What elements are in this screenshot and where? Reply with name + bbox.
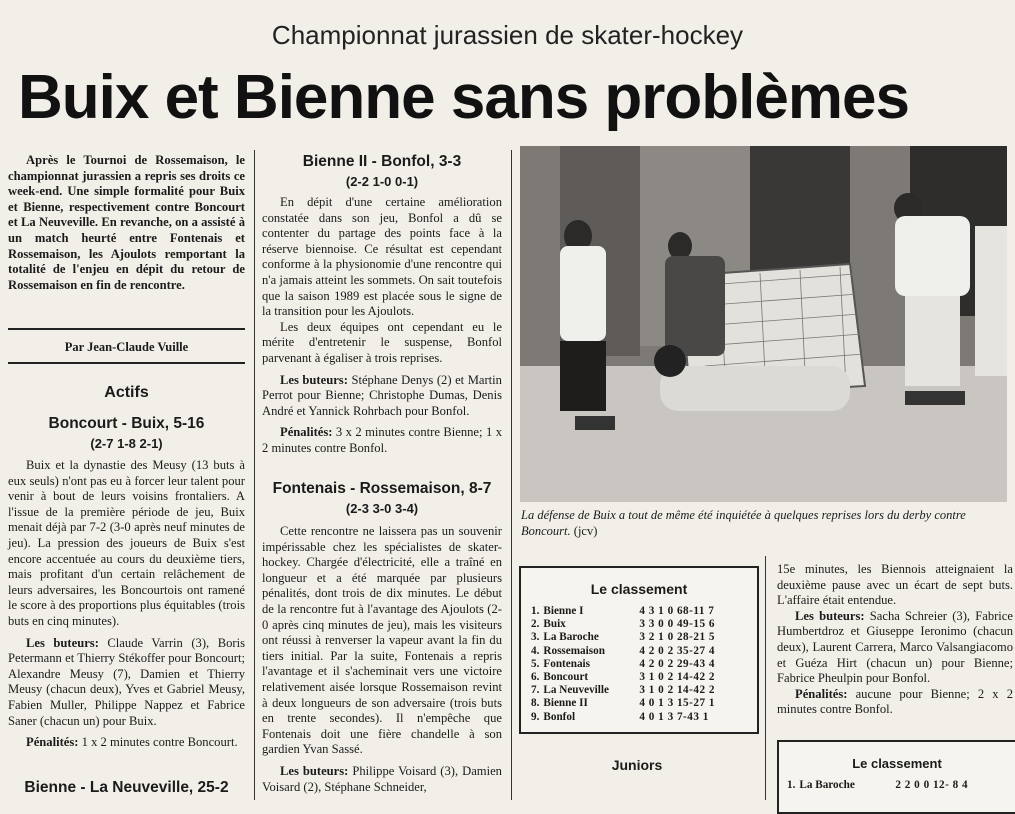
scorers-label: Les buteurs:	[280, 372, 348, 387]
standings-rank: 8.	[531, 697, 540, 710]
report-body: En dépit d'une certaine amélioration constatée dans son jeu, Bonfol a dû se contenter du partage des points face à la réserve biennoise. Ce résultat est cependant conforme à la physionomie d'une rencontre qui n'a jamais atteint les sommets. On sait toutefois que la saison 1989 est placée sous le signe de la transition pour les Ajoulots.	[262, 195, 502, 319]
byline: Par Jean-Claude Vuille	[64, 340, 189, 354]
report-body: Cette rencontre ne laissera pas un souvenir impérissable chez les spécialistes de skater-hockey. Chargée d'électricité, elle a traîné en longueur et a été marquée par plusieurs pénalités, dont trois de dix minutes. Le début de la rencontre fut à l'avantage des Ajoulots (2-0 après cinq minutes de jeu), mais les visiteurs ont réussi à renverser la vapeur avant la fin du tiers initial. Par la suite, Fontenais a repris l'avantage et il s'acheminait vers une victoire relativement aisée lorsque Rossemaison revint à deux longueurs de son adversaire (trois buts en trente secondes). Il n'empêche que Fontenais doit une fière chandelle à son gardien Yvan Sassé.	[262, 524, 502, 757]
standings-rank: 1.	[531, 605, 540, 617]
standings-stats: 3 1 0 2 14-42 2	[639, 671, 715, 684]
caption-credit: (jcv)	[573, 523, 598, 538]
standings-stats: 2 2 0 0 12- 8 4	[895, 779, 969, 791]
penalties-label: Pénalités:	[280, 425, 333, 440]
lead-paragraph	[8, 153, 245, 293]
standings-team: Bonfol	[543, 710, 576, 723]
standings-row	[529, 697, 717, 710]
scorers-text: Claude Varrin (3), Boris Petermann et Thierry Stékoffer pour Boncourt; Alexandre Meusy (7), Damien et Thierry Meusy (chacun deux), Yves et Gabriel Meusy, Fabien Muller, Philippe Nappez et Fabrice Saner (chacun un) pour Buix.	[8, 635, 245, 728]
standings-row	[529, 631, 717, 644]
standings-team: Fontenais	[543, 657, 591, 670]
headline: Buix et Bienne sans problèmes	[18, 63, 909, 132]
column-rule	[254, 150, 255, 800]
column-rule	[511, 150, 512, 800]
lead-text: Après le Tournoi de Rossemaison, le championnat jurassien a repris ses droits ce week-end. Une simple formalité pour Buix et Bienne, respectivement contre Boncourt et La Neuveville. En revanche, on a assisté à un match heurté entre Fontenais et Rossemaison, les Ajoulots remportant la totalité de l'enjeu en dépit du retour de Rossemaison en fin de rencontre.	[8, 153, 245, 292]
match-report	[262, 195, 502, 457]
standings-stats: 4 2 0 2 29-43 4	[639, 657, 715, 670]
divider	[8, 328, 245, 330]
scorers-label: Les buteurs:	[26, 635, 99, 650]
penalties-text: 3 x 2 minutes contre Bienne; 1 x 2 minutes contre Bonfol.	[262, 425, 502, 455]
standings-table	[785, 779, 970, 792]
match-title: Boncourt - Buix, 5-16	[48, 415, 205, 432]
standings-row	[785, 779, 970, 792]
kicker: Championnat jurassien de skater-hockey	[271, 20, 744, 50]
report-body: Buix et la dynastie des Meusy (13 buts à eux seuls) n'ont pas eu à forcer leur talent pour venir à bout de leurs voisins frontaliers. A l'issue de la première période de jeu, Buix menait déjà par 7-2 (3-0 après neuf minutes de jeu). La pression des joueurs de Buix s'est encore accentuée au cours du deuxième tiers, mais profitant d'un certain relâchement de leurs adversaires, les Boncourtois ont ramené le score à des proportions plus équitables (trois buts en cinq minutes).	[8, 458, 245, 628]
match-periods: (2-3 3-0 3-4)	[345, 501, 419, 516]
standings-title: Le classement	[852, 756, 942, 771]
match-title: Fontenais - Rossemaison, 8-7	[272, 480, 492, 497]
standings-stats: 4 2 0 2 35-27 4	[639, 644, 715, 657]
scorers-text: Sacha Schreier (3), Fabrice Humbertdroz et Giuseppe Ieronimo (chacun deux), Laurent Carrera, Marco Valsangiacomo et Guéza Hirt (chacun un) pour Bienne; Fabrice Pheulpin pour Bonfol.	[777, 608, 1013, 686]
standings-row	[529, 645, 717, 658]
scorers-text: Stéphane Denys (2) et Martin Perrot pour Bienne; Christophe Dumas, Denis André et Yannick Rohrbach pour Bonfol.	[262, 372, 502, 418]
match-report	[8, 458, 245, 751]
standings-stats: 4 3 1 0 68-11 7	[639, 605, 715, 617]
standings-rank: 2.	[531, 618, 540, 631]
standings-team: Rossemaison	[543, 644, 605, 657]
standings-box	[519, 566, 759, 734]
match-title: Bienne - La Neuveville, 25-2	[24, 779, 229, 796]
scorers-text: Philippe Voisard (3), Damien Voisard (2), Stéphane Schneider,	[262, 763, 502, 794]
section-title-juniors: Juniors	[611, 757, 663, 773]
standings-stats: 3 3 0 0 49-15 6	[639, 618, 715, 631]
standings-team: Buix	[543, 618, 566, 631]
standings-stats: 4 0 1 3 7-43 1	[639, 710, 709, 723]
standings-rank: 5.	[531, 657, 540, 670]
standings-row	[529, 684, 717, 697]
caption-text: La défense de Buix a tout de même été inquiétée à quelques reprises lors du derby contre Boncourt.	[521, 508, 966, 538]
divider	[8, 362, 245, 364]
standings-title: Le classement	[590, 581, 688, 597]
hockey-photo	[520, 146, 1007, 502]
standings-rank: 9.	[531, 710, 540, 723]
penalties-text: 1 x 2 minutes contre Boncourt.	[81, 735, 238, 750]
column-rule	[765, 556, 766, 800]
photo-illustration	[520, 146, 1007, 502]
standings-team: La Neuveville	[543, 684, 609, 697]
standings-team: La Baroche	[543, 631, 599, 644]
standings-row	[529, 605, 717, 618]
match-report	[262, 524, 502, 795]
penalties-label: Pénalités:	[26, 735, 79, 750]
standings-team: Bienne I	[543, 605, 584, 617]
scorers-label: Les buteurs:	[795, 608, 865, 623]
standings-row	[529, 658, 717, 671]
standings-stats: 3 1 0 2 14-42 2	[639, 684, 715, 697]
match-report-continued	[777, 562, 1013, 718]
standings-row	[529, 711, 717, 724]
standings-row	[529, 618, 717, 631]
standings-stats: 3 2 1 0 28-21 5	[639, 631, 715, 644]
standings-table	[529, 605, 717, 724]
standings-team: Boncourt	[543, 671, 589, 684]
standings-team: Bienne II	[543, 697, 588, 710]
scorers-label: Les buteurs:	[280, 763, 349, 778]
match-title: Bienne II - Bonfol, 3-3	[302, 153, 462, 170]
penalties-text: aucune pour Bienne; 2 x 2 minutes contre Bonfol.	[777, 686, 1013, 717]
report-body: 15e minutes, les Biennois atteignaient la deuxième pause avec un écart de sept buts. L'affaire était entendue.	[777, 562, 1013, 608]
penalties-label: Pénalités:	[795, 686, 848, 701]
match-periods: (2-7 1-8 2-1)	[90, 436, 163, 451]
standings-rank: 6.	[531, 671, 540, 684]
standings-rank: 4.	[531, 644, 540, 657]
standings-stats: 4 0 1 3 15-27 1	[639, 697, 715, 710]
standings-row	[529, 671, 717, 684]
photo-caption	[521, 508, 1011, 539]
match-periods: (2-2 1-0 0-1)	[345, 174, 419, 189]
section-title-actifs: Actifs	[104, 384, 149, 401]
standings-rank: 7.	[531, 684, 540, 697]
standings-team: La Baroche	[799, 779, 855, 791]
standings-rank: 1.	[787, 779, 796, 791]
standings-box-juniors	[777, 740, 1015, 814]
report-body: Les deux équipes ont cependant eu le mérite d'entretenir le suspense, Bonfol parvenant à égaliser à trois reprises.	[262, 319, 502, 365]
standings-rank: 3.	[531, 631, 540, 644]
